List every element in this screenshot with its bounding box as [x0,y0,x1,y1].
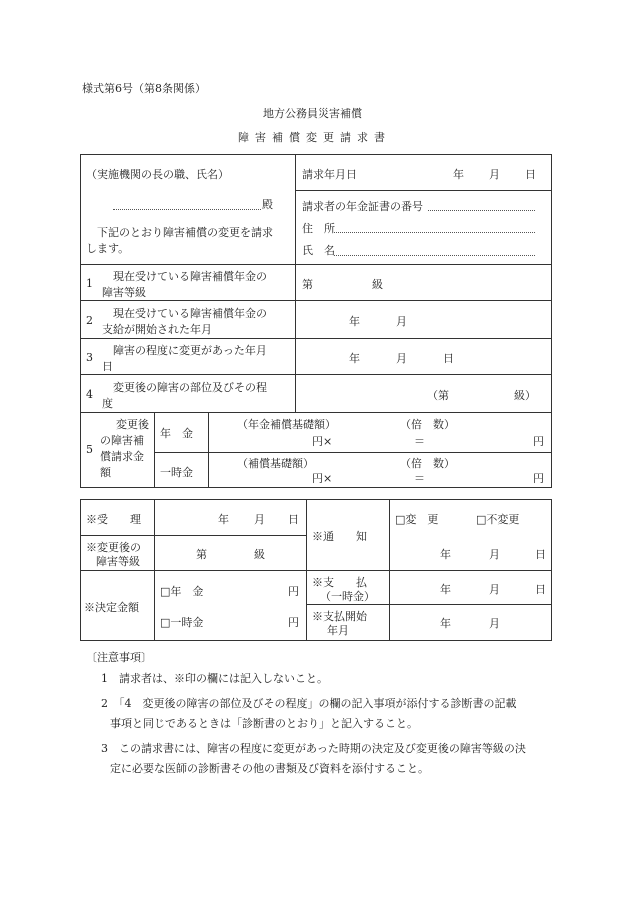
lump-yen-x[interactable]: 円× [312,472,333,485]
paystart-year: 年 [440,617,451,630]
item-5-number: 5 [86,443,93,456]
note-3: 3 この請求書には、障害の程度に変更があった時期の決定及び変更後の障害等級の決 [101,742,526,755]
notify-label: ※通 知 [312,530,367,543]
notify-day: 日 [535,548,546,561]
note-2: 2 「4 変更後の障害の部位及びその程度」の欄の記入事項が添付する診断書の記載 [101,697,517,710]
request-date-label: 請求年月日 [302,168,357,181]
item-5-pension-label: 年 金 [160,427,193,440]
dono-label: 殿 [262,198,273,211]
request-text: 下記のとおり障害補償の変更を請求 [97,226,273,239]
note-3-cont: 定に必要な医師の診断書その他の書類及び資料を添付すること。 [110,762,429,775]
note-1: 1 請求者は、※印の欄には記入しないこと。 [101,672,328,685]
item-2-label-2: 支給が開始された年月 [102,323,212,336]
paystart-label-2: 年月 [327,624,349,637]
form-title: 障害補償変更請求書 [238,131,391,144]
item-1-label: 現在受けている障害補償年金の [113,270,267,283]
addressee-field[interactable] [113,209,261,210]
item-5-label-3: 償請求金 [100,450,144,463]
new-grade-kyu: 級 [254,548,265,561]
item-4-label: 変更後の障害の部位及びその程 [113,381,267,394]
item-2-year[interactable]: 年 [349,315,360,328]
new-grade-label: ※変更後の [86,541,141,554]
item-2-month[interactable]: 月 [396,315,407,328]
decided-pension-yen: 円 [288,585,299,598]
item-1-dai: 第 [302,278,313,291]
request-date-day[interactable]: 日 [525,168,536,181]
change-checkbox: □変 更 [395,513,439,526]
nochange-checkbox: □不変更 [476,513,520,526]
notes-heading: 〔注意事項〕 [86,651,152,664]
pension-equals: ＝ [414,435,425,448]
decided-amount-label: ※決定金額 [84,601,139,614]
comp-base-label: （補償基礎額） [237,457,314,470]
item-3-month[interactable]: 月 [396,352,407,365]
item-4-number: 4 [86,388,93,401]
item-1-number: 1 [86,277,93,290]
item-3-label: 障害の程度に変更があった年月 [113,344,267,357]
item-3-year[interactable]: 年 [349,352,360,365]
item-4-label-2: 度 [102,397,113,410]
lump-equals: ＝ [414,472,425,485]
item-3-day[interactable]: 日 [443,352,454,365]
pension-yen[interactable]: 円 [533,435,544,448]
decided-pension-checkbox: □年 金 [160,585,204,598]
name-field[interactable] [334,255,535,256]
payment-day: 日 [535,583,546,596]
item-2-label: 現在受けている障害補償年金の [113,307,267,320]
receipt-month: 月 [254,513,265,526]
item-3-number: 3 [86,351,93,364]
paystart-label: ※支払開始 [312,610,367,623]
item-1-label-2: 障害等級 [102,286,146,299]
decided-lump-checkbox: □一時金 [160,616,204,629]
item-5-label-4: 額 [100,466,111,479]
new-grade-dai: 第 [196,548,207,561]
payment-month: 月 [489,583,500,596]
addressee-label: （実施機関の長の職、氏名） [86,168,229,181]
address-field[interactable] [334,232,535,233]
payment-year: 年 [440,583,451,596]
new-grade-label-2: 障害等級 [96,555,140,568]
note-2-cont: 事項と同じであるときは「診断書のとおり」と記入すること。 [110,717,418,730]
lump-yen[interactable]: 円 [533,472,544,485]
item-5-lump-label: 一時金 [160,466,193,479]
pension-number-field[interactable] [428,210,535,211]
receipt-year: 年 [218,513,229,526]
decided-lump-yen: 円 [288,616,299,629]
item-1-kyu: 級 [372,278,383,291]
request-date-month[interactable]: 月 [489,168,500,181]
request-text-2: します。 [86,242,130,255]
item-4-kyu: 級） [514,389,536,402]
item-4-dai: （第 [427,389,449,402]
item-5-label-1: 変更後 [116,418,149,431]
request-date-year[interactable]: 年 [453,168,464,181]
pension-multiple-label: （倍 数） [400,418,455,431]
comp-multiple-label: （倍 数） [400,457,455,470]
item-3-label-2: 日 [102,360,113,373]
paystart-month: 月 [489,617,500,630]
address-label: 住 所 [302,222,335,235]
form-org: 地方公務員災害補償 [263,107,362,120]
payment-label-2: （一時金） [320,590,375,603]
name-label: 氏 名 [302,244,335,257]
pension-base-label: （年金補償基礎額） [237,418,336,431]
receipt-label: ※受 理 [86,513,141,526]
form-number: 様式第6号（第8条関係） [82,82,206,95]
pension-number-label: 請求者の年金証書の番号 [302,200,423,213]
notify-month: 月 [489,548,500,561]
notify-year: 年 [440,548,451,561]
pension-yen-x[interactable]: 円× [312,435,333,448]
receipt-day: 日 [288,513,299,526]
item-5-label-2: の障害補 [100,434,144,447]
item-2-number: 2 [86,314,93,327]
payment-label: ※支 払 [312,576,367,589]
